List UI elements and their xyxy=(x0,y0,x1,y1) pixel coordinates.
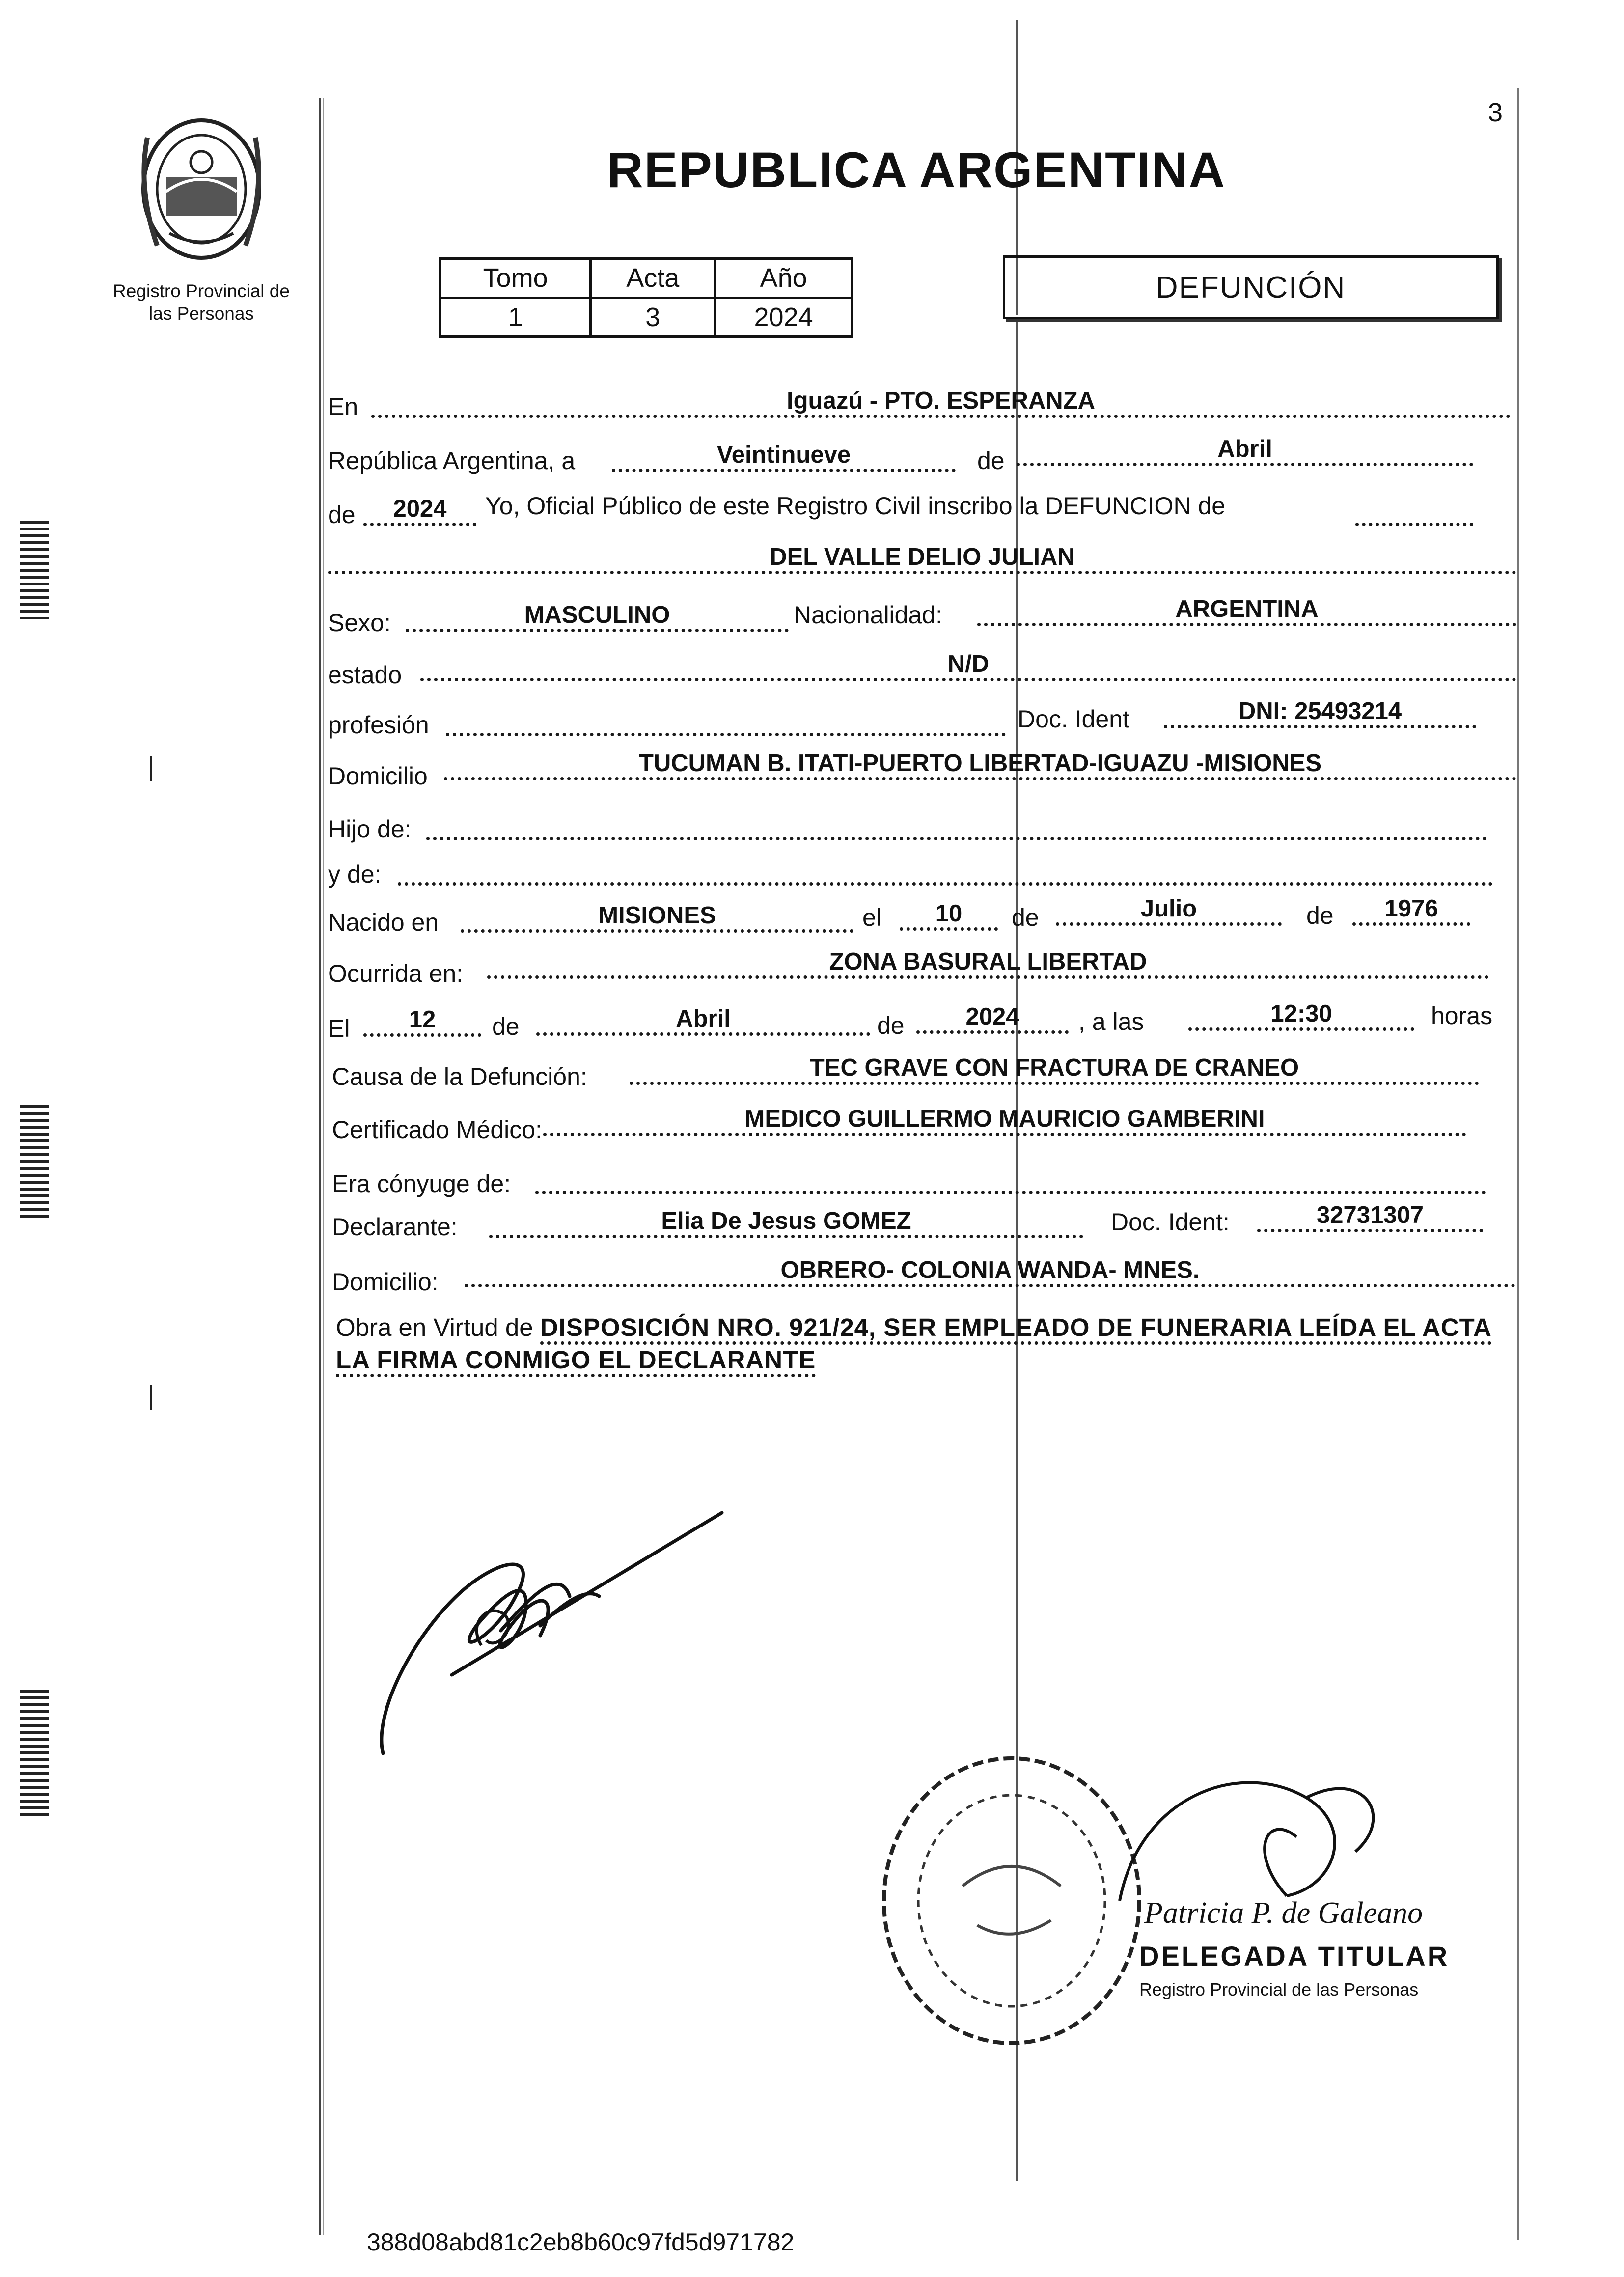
declarante-value: Elia De Jesus GOMEZ xyxy=(489,1209,1083,1238)
anio-value: 2024 xyxy=(363,497,476,526)
obra-paragraph xyxy=(336,1311,1524,1376)
record-table-values xyxy=(440,298,853,337)
dia-value: Veintinueve xyxy=(612,443,956,472)
def-anio: 2024 xyxy=(916,1005,1069,1034)
def-de1: de xyxy=(492,1013,520,1040)
yo-blank xyxy=(1355,497,1473,526)
conyuge-label: Era cónyuge de: xyxy=(332,1170,511,1197)
causa-value: TEC GRAVE CON FRACTURA DE CRANEO xyxy=(630,1056,1479,1085)
sexo-label: Sexo: xyxy=(328,609,391,637)
stamp-name: Patricia P. de Galeano xyxy=(1144,1896,1423,1930)
en-label: En xyxy=(328,393,358,420)
nacionalidad-label: Nacionalidad: xyxy=(794,601,942,629)
stamp-role: DELEGADA TITULAR xyxy=(1139,1941,1450,1972)
acta-header: Acta xyxy=(591,259,715,298)
estado-label: estado xyxy=(328,661,402,689)
registry-label: Registro Provincial de las Personas xyxy=(113,281,290,324)
document-hash: 388d08abd81c2eb8b60c97fd5d971782 xyxy=(367,2228,795,2256)
yde-label: y de: xyxy=(328,861,382,888)
republica-label: República Argentina, a xyxy=(328,447,576,474)
alas-label: , a las xyxy=(1078,1008,1144,1035)
profesion-label: profesión xyxy=(328,711,429,739)
left-margin-line xyxy=(319,98,321,2235)
yo-text: Yo, Oficial Público de este Registro Civil inscribo la DEFUNCION de xyxy=(485,492,1226,520)
obra-label: Obra en Virtud de xyxy=(336,1313,533,1341)
cert-label: Certificado Médico: xyxy=(332,1116,542,1143)
de2-label: de xyxy=(328,501,356,528)
de-label: de xyxy=(977,447,1005,474)
record-type-box: DEFUNCIÓN xyxy=(1003,255,1499,319)
province-seal-logo xyxy=(128,108,275,270)
nac-mes: Julio xyxy=(1056,897,1282,926)
hijo-label: Hijo de: xyxy=(328,815,412,843)
hijo-value xyxy=(426,811,1487,840)
tomo-header: Tomo xyxy=(440,259,591,298)
deceased-name: DEL VALLE DELIO JULIAN xyxy=(328,545,1516,574)
anio-header: Año xyxy=(715,259,853,298)
nac-de2: de xyxy=(1306,902,1334,929)
doc-label: Doc. Ident xyxy=(1018,705,1129,733)
declarant-signature xyxy=(354,1498,746,1773)
nacido-label: Nacido en xyxy=(328,909,439,936)
mes-value: Abril xyxy=(1017,437,1473,466)
el-label: el xyxy=(862,904,881,931)
def-dia: 12 xyxy=(363,1008,481,1037)
nac-de1: de xyxy=(1012,904,1039,931)
estado-value: N/D xyxy=(420,652,1516,681)
record-table xyxy=(439,257,853,338)
stamp-org: Registro Provincial de las Personas xyxy=(1139,1979,1419,1999)
el2-label: El xyxy=(328,1015,350,1042)
conyuge-value xyxy=(535,1165,1486,1194)
nacionalidad-value: ARGENTINA xyxy=(977,597,1516,626)
en-value: Iguazú - PTO. ESPERANZA xyxy=(371,389,1511,418)
def-mes: Abril xyxy=(536,1007,870,1036)
domicilio2-label: Domicilio: xyxy=(332,1268,439,1296)
doc-value: DNI: 25493214 xyxy=(1164,699,1476,728)
nac-dia: 10 xyxy=(900,902,998,931)
left-margin-line-2 xyxy=(323,98,324,2235)
tomo-value: 1 xyxy=(440,298,591,337)
decl-doc-value: 32731307 xyxy=(1257,1203,1483,1232)
right-margin-line xyxy=(1517,88,1519,2240)
yde-value xyxy=(398,857,1493,886)
anio-value: 2024 xyxy=(715,298,853,337)
horas-label: horas xyxy=(1431,1002,1493,1029)
def-de2: de xyxy=(877,1012,905,1039)
ocurrida-value: ZONA BASURAL LIBERTAD xyxy=(487,950,1489,979)
ocurrida-label: Ocurrida en: xyxy=(328,960,464,987)
page-number: 3 xyxy=(1488,98,1503,127)
declarante-label: Declarante: xyxy=(332,1213,458,1241)
cert-value: MEDICO GUILLERMO MAURICIO GAMBERINI xyxy=(543,1107,1466,1136)
obra-value: DISPOSICIÓN NRO. 921/24, SER EMPLEADO DE FUNERARIA LEÍDA EL ACTA LA FIRMA CONMIGO EL DECLARANTE xyxy=(336,1313,1492,1377)
record-table-header xyxy=(440,259,853,298)
nac-anio: 1976 xyxy=(1352,897,1470,926)
acta-value: 3 xyxy=(591,298,715,337)
decl-doc-label: Doc. Ident: xyxy=(1111,1208,1230,1236)
domicilio2-value: OBRERO- COLONIA WANDA- MNES. xyxy=(465,1258,1515,1287)
nacido-value: MISIONES xyxy=(461,904,853,933)
sexo-value: MASCULINO xyxy=(406,603,789,632)
document-title: REPUBLICA ARGENTINA xyxy=(607,142,1226,198)
domicilio-value: TUCUMAN B. ITATI-PUERTO LIBERTAD-IGUAZU -MISIONES xyxy=(444,751,1516,780)
causa-label: Causa de la Defunción: xyxy=(332,1063,587,1090)
def-hora: 12:30 xyxy=(1188,1002,1414,1031)
profesion-value xyxy=(446,707,1006,736)
domicilio-label: Domicilio xyxy=(328,762,428,790)
